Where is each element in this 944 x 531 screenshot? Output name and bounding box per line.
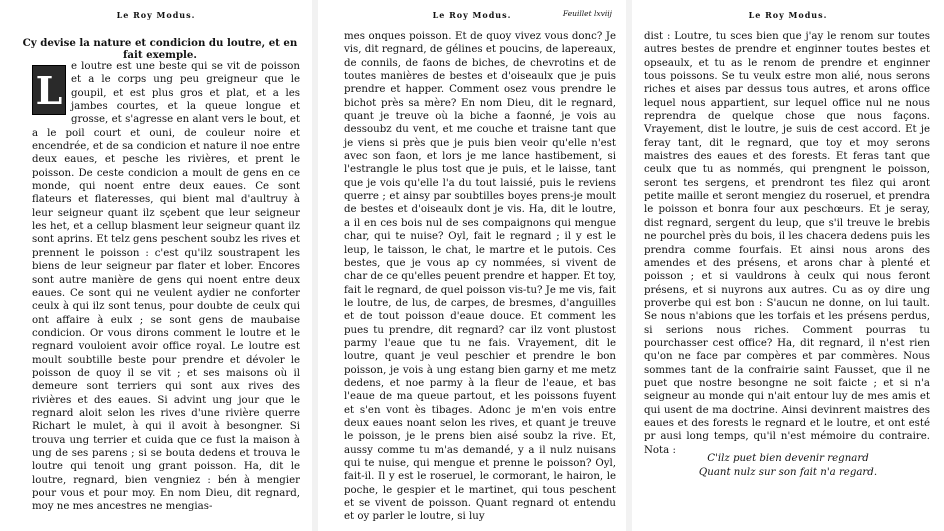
folio-number: Feuillet lxviij bbox=[562, 9, 612, 18]
verse-line-1: C'ilz puet bien devenir regnard bbox=[707, 453, 869, 464]
page-body bbox=[344, 30, 616, 524]
body-text: dist : Loutre, tu sces bien que j'ay le renom sur toutes autres bestes de prendre et enginner toutes bestes et opseaulx, et tu as le renom de prendre et enginner tous poissons. Se tu veulx estre mon alié, nous serons riches et aises par dessus tous autres, et arons office lequel nous appartient, sur lequel office nul ne nous reprendra de quelque chose que nous façons. Vrayement, dist le loutre, je suis de cest accord. Et je feray tant, dit le regnard, que toy et moy serons maistres des eaues et des forests. Et feras tant que ceulx que tu as nommés, qui prengnent le poisson, seront tes sergens, et prendront tes filez qui aront petite maille et seront mengiez du roseruel, et prendra le poisson et bonra four aux peschœurs. Et je seray, dist regnard, sergent du leup, que s'il treuve le brebis ne pourchel près du bois, il les chacera dedens puis les prendra comme fourfais. Et ainsi nous arons des amendes et des présens, et arons char à plenté et poisson ; et si vauldrons à ceulx qui nous feront présens, et si nuyrons aux autres. Cu as oy dire ung proverbe qui est bon : S'aucun ne donne, on lui tault. Se nous n'abions que les torfais et les présens perdus, si serions nous riches. Comment pourras tu pourchasser cest office? Ha, dit regnard, il n'est rien qu'on ne face par compères et par commères. Nous sommes tant de la confrairie saint Fausset, que il ne puet que nostre besongne ne soit faicte ; et si n'a seigneur au monde qui n'ait entour luy de mes amis et qui usent de ma doctrine. Ainsi devinrent maistres des eaues et des forests le regnard et le loutre, et ont esté pr ausi long temps, qu'il n'est mémoire du contraire. Nota : bbox=[644, 31, 930, 456]
page-body bbox=[32, 60, 300, 514]
page-right bbox=[632, 0, 944, 531]
page-middle bbox=[318, 0, 626, 531]
running-head: Le Roy Modus. bbox=[432, 10, 512, 20]
chapter-heading: Cy devise la nature et condicion du loutre, et en fait exemple. bbox=[22, 37, 298, 61]
body-text: mes onques poisson. Et de quoy vivez vous donc? Je vis, dit regnard, de gélines et poucins, de lapereaux, de connils, de faons de biches, de chevrotins et de toutes manières de bestes et d'oiseaulx que je puis prendre et happer. Comment osez vous prendre le bichot près sa mère? En nom Dieu, dit le regnard, quant je treuve où la biche a faonné, je vois au dessoubz du vent, et me couche et traisne tant que je viens si près que je puis bien veoir qu'elle n'est avec son faon, et lors je me lance hastibement, si l'estrangle le plus tost que je puis, et le laisse, tant que je vois qu'elle l'a du tout laissié, puis le reviens querre ; et ainsy par soubtilles boyes prens-je moult de bestes et d'oiseaulx dont je vis. Ha, dit le loutre, a il en ces bois nul de ses compaignons qui mengue char, qui te nuise? Oyl, fait le regnard ; il y est le leup, le taisson, le chat, le martre et le putois. Ces bestes, que je vous ap cy nommées, si vivent de char de ce qu'elles peuent prendre et happer. Et toy, fait le regnard, de quel poisson vis-tu? Je me vis, fait le loutre, de lus, de carpes, de bresmes, d'anguilles et de tout poisson d'eaue douce. Et comment les pues tu prendre, dit regnard? car ilz vont plustost parmy l'eaue que tu ne fais. Vrayement, dit le loutre, quant je veul peschier et prendre le bon poisson, je vois à ung estang bien garny et me metz dedens, et noe parmy à la fleur de l'eaue, et bas l'eaue de ma queue partout, et les poissons fuyent et s'en vont ès tibages. Adonc je m'en vois entre deux eaues noant selon les rives, et quant je treuve le poisson, je le prens bien aisé soubz la rive. Et, aussy comme tu m'as demandé, y a il nulz nuisans qui te nuise, qui mengue et prenne le poisson? Oyl, fait-il. Il y est le roseruel, le cormorant, le hairon, le poche, le gespier et le martinet, qui tous peschent et se vivent de poisson. Quant regnard ot entendu et oy parler le loutre, si luy bbox=[344, 31, 616, 523]
dropcap-initial: L bbox=[32, 65, 66, 115]
verse-line-2: Quant nulz sur son fait n'a regard. bbox=[698, 467, 878, 478]
running-head: Le Roy Modus. bbox=[748, 10, 828, 20]
page-left bbox=[0, 0, 312, 531]
body-text: e loutre est une beste qui se vit de poisson et a le corps ung peu greigneur que le goupil, et est plus gros et plat, et a les jambes courtes, et la queue longue et grosse, et s'agresse en alant vers le bout, et a le poil court et ouni, de couleur noire et encendrée, et de sa condicion et nature il noe entre deux eaues, et pesche les rivières, et prent le poisson. De ceste condicion a moult de gens en ce monde, qui noent entre deux eaues. Ce sont flateurs et flateresses, qui bient mal d'aultruy à leur seigneur quant ilz sçebent que leur seigneur les het, et a cellup blasment leur seigneur quant ilz sont aprins. Et telz gens peschent soubz les rives et prennent le poisson : c'est qu'ilz soustrapent les biens de leur seigneur par flater et lober. Encores sont autre manière de gens qui noent entre deux eaues. Ce sont qui ne veulent aydier ne conforter ceulx à qui ilz sont tenus, pour doubte de ceulx qui ont affaire à eulx ; se sont gens de maubaise condicion. Or vous dirons comment le loutre et le regnard vouloient avoir office royal. Le loutre est moult soubtille beste pour prendre et dévoler le poisson de quoy il se vit ; et ses maisons où il demeure sont terriers qui sont aux rives des rivières et des eaues. Si advint ung jour que le regnard aloit selon les rives d'une rivière querre Richart le mulet, à qui il avoit à besongner. Si trouva ung terrier et cuida que ce fust la maison à ung de ses parens ; si se bouta dedens et trouva le loutre qui tenoit ung grant poisson. Ha, dit le loutre, regnard, bien vengniez : bén à mengier pour vous et pour moy. En nom Dieu, dit regnard, moy ne mes ancestres ne mengias- bbox=[32, 61, 300, 513]
running-head: Le Roy Modus. bbox=[116, 10, 196, 20]
page-body bbox=[644, 30, 930, 457]
